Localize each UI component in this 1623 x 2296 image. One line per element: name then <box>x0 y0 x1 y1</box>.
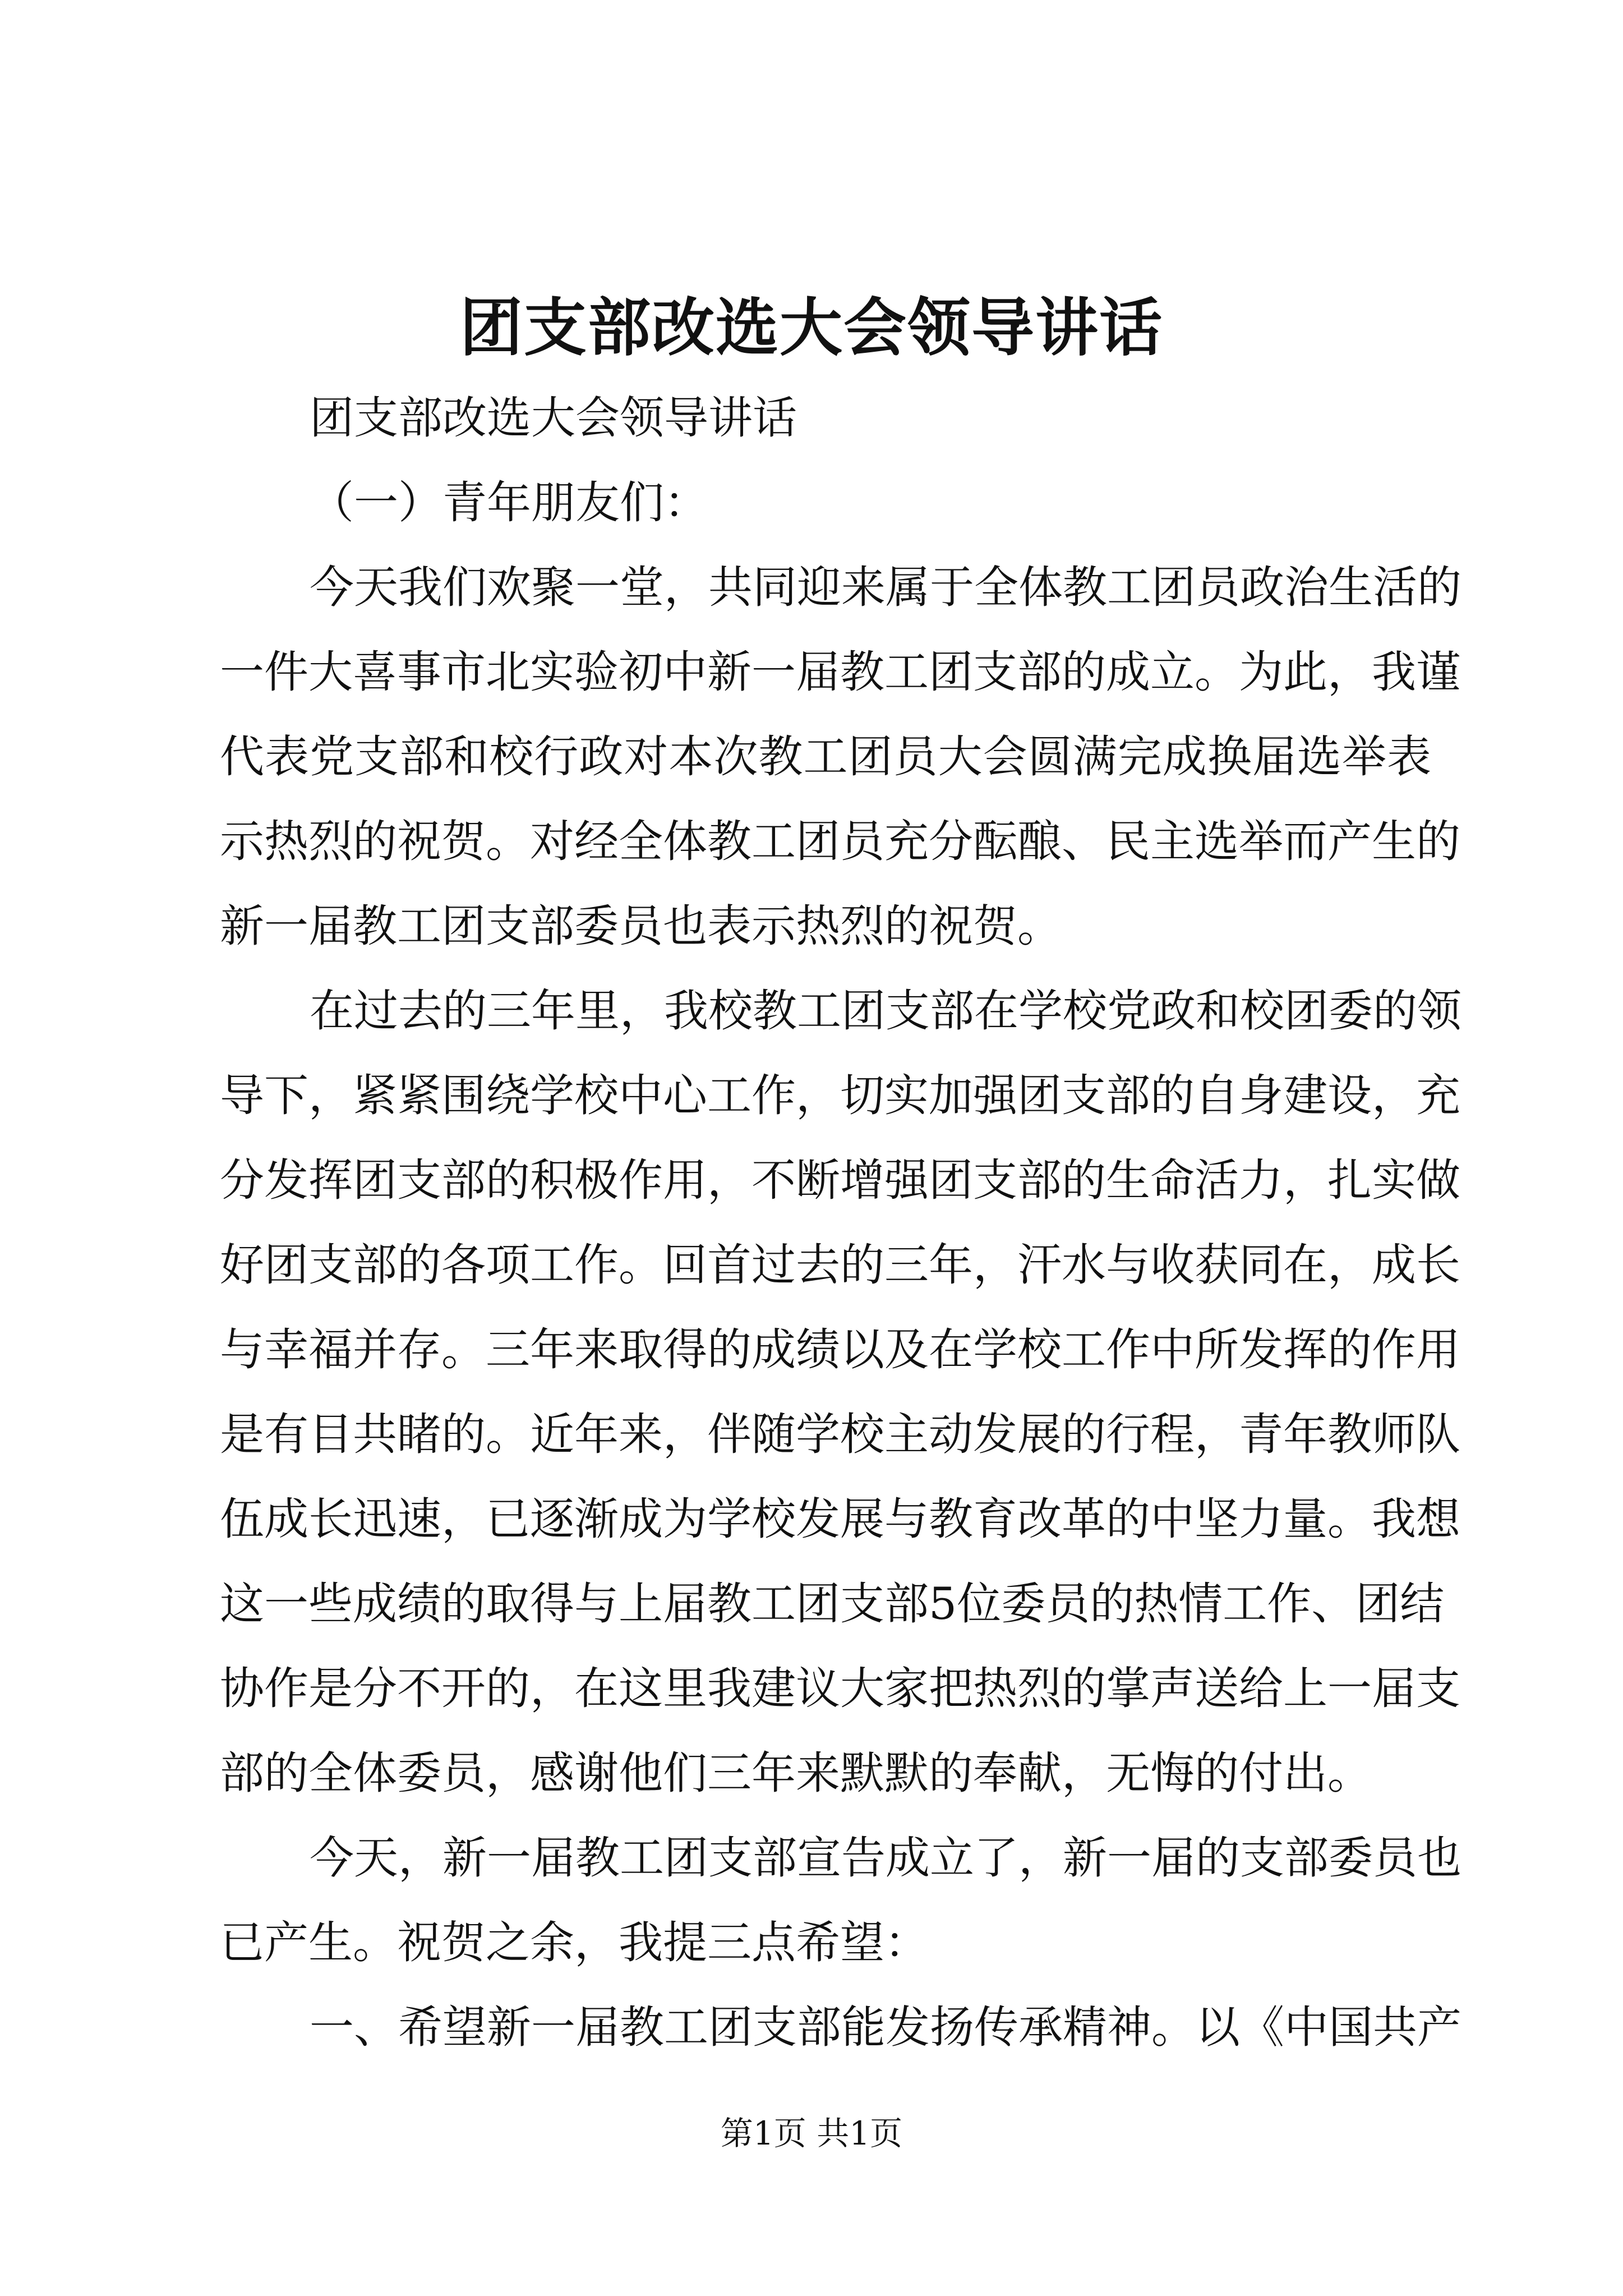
paragraph-line: 部的全体委员，感谢他们三年来默默的奉献，无悔的付出。 <box>220 1747 1372 1799</box>
paragraph-line: 今天，新一届教工团支部宣告成立了，新一届的支部委员也 <box>310 1832 1461 1884</box>
document-subtitle: 团支部改选大会领导讲话 <box>310 392 797 444</box>
paragraph-line: 好团支部的各项工作。回首过去的三年，汗水与收获同在，成长 <box>220 1239 1460 1291</box>
paragraph-line: 与幸福并存。三年来取得的成绩以及在学校工作中所发挥的作用 <box>220 1324 1460 1375</box>
paragraph-line: 一件大喜事市北实验初中新一届教工团支部的成立。为此，我谨 <box>220 646 1460 698</box>
document-title: 团支部改选大会领导讲话 <box>460 291 1163 365</box>
page-footer: 第1页 共1页 <box>720 2114 903 2152</box>
paragraph-line: 导下，紧紧围绕学校中心工作，切实加强团支部的自身建设，充 <box>220 1070 1460 1121</box>
salutation: （一）青年朋友们： <box>310 477 708 528</box>
paragraph-line: 在过去的三年里，我校教工团支部在学校党政和校团委的领 <box>310 985 1461 1037</box>
paragraph-line: 示热烈的祝贺。对经全体教工团员充分酝酿、民主选举而产生的 <box>220 816 1460 867</box>
document-body <box>220 376 1461 2070</box>
paragraph-line: 分发挥团支部的积极作用，不断增强团支部的生命活力，扎实做 <box>220 1154 1460 1206</box>
paragraph-line: 一、希望新一届教工团支部能发扬传承精神。以《中国共产 <box>310 2001 1461 2053</box>
paragraph-line: 这一些成绩的取得与上届教工团支部5位委员的热情工作、团结 <box>220 1578 1445 1630</box>
paragraph-line: 协作是分不开的，在这里我建议大家把热烈的掌声送给上一届支 <box>220 1663 1460 1714</box>
paragraph-line: 伍成长迅速，已逐渐成为学校发展与教育改革的中坚力量。我想 <box>220 1493 1460 1545</box>
paragraph-line: 代表党支部和校行政对本次教工团员大会圆满完成换届选举表 <box>220 731 1431 783</box>
paragraph-line: 是有目共睹的。近年来，伴随学校主动发展的行程，青年教师队 <box>220 1409 1460 1460</box>
paragraph-line: 今天我们欢聚一堂，共同迎来属于全体教工团员政治生活的 <box>310 562 1461 613</box>
paragraph-line: 已产生。祝贺之余，我提三点希望： <box>220 1917 929 1968</box>
paragraph-line: 新一届教工团支部委员也表示热烈的祝贺。 <box>220 900 1062 952</box>
